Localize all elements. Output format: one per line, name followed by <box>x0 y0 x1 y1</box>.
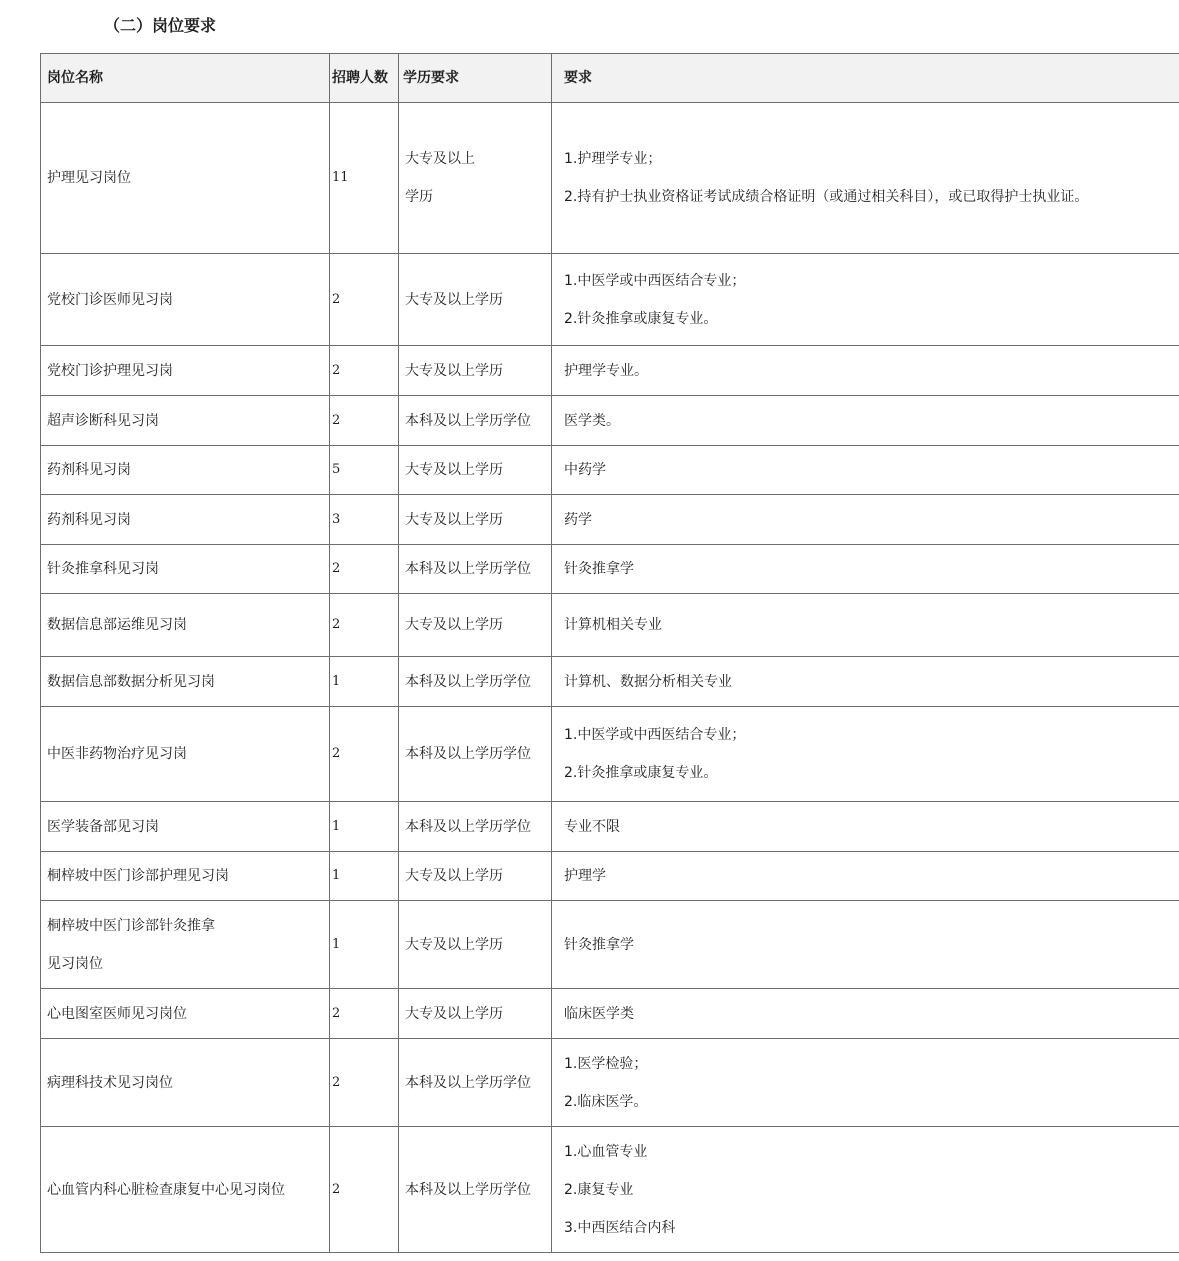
requirements-cell-line: 针灸推拿学 <box>564 936 634 953</box>
table-body <box>41 103 1179 1253</box>
education-cell-line: 大专及以上学历 <box>405 462 503 478</box>
requirements-cell <box>552 1127 1179 1253</box>
table-row <box>41 1127 1179 1253</box>
requirements-cell-line: 1.中医学或中西医结合专业； <box>564 272 746 289</box>
headcount-cell: 5 <box>330 446 399 495</box>
headcount-cell: 1 <box>330 802 399 852</box>
table-row <box>41 852 1179 901</box>
position-name-cell-line: 数据信息部运维见习岗 <box>47 617 187 633</box>
education-cell-line: 大专及以上学历 <box>405 617 503 633</box>
requirements-cell-line: 2.康复专业 <box>564 1181 634 1198</box>
education-cell <box>399 802 552 852</box>
position-name-cell-line: 桐梓坡中医门诊部护理见习岗 <box>47 868 229 884</box>
requirements-cell-line: 护理学专业。 <box>564 362 648 379</box>
position-name-cell-line: 数据信息部数据分析见习岗 <box>47 673 215 690</box>
position-name-cell <box>41 989 330 1039</box>
table-row <box>41 396 1179 446</box>
headcount-cell: 2 <box>330 545 399 594</box>
requirements-cell-line: 计算机相关专业 <box>564 617 662 633</box>
table-row <box>41 495 1179 545</box>
education-cell-line: 本科及以上学历学位 <box>405 1074 531 1091</box>
requirements-cell-line: 1.中医学或中西医结合专业； <box>564 727 746 743</box>
education-cell <box>399 657 552 707</box>
requirements-cell <box>552 707 1179 802</box>
headcount-cell: 2 <box>330 1039 399 1127</box>
table-row <box>41 103 1179 254</box>
education-cell <box>399 989 552 1039</box>
requirements-cell <box>552 657 1179 707</box>
section-title: （二）岗位要求 <box>104 16 217 35</box>
headcount-cell: 11 <box>330 103 399 254</box>
requirements-cell <box>552 346 1179 396</box>
education-cell-line: 本科及以上学历学位 <box>405 412 531 429</box>
education-cell-line: 本科及以上学历学位 <box>405 561 531 577</box>
requirements-cell <box>552 901 1179 989</box>
headcount-cell: 1 <box>330 657 399 707</box>
education-cell <box>399 103 552 254</box>
table-row <box>41 254 1179 346</box>
requirements-cell-line: 2.临床医学。 <box>564 1093 648 1110</box>
requirements-cell-line: 计算机、数据分析相关专业 <box>564 673 732 690</box>
education-cell <box>399 545 552 594</box>
position-name-cell-line: 针灸推拿科见习岗 <box>47 561 159 577</box>
table-header-row <box>41 54 1179 103</box>
table-row <box>41 901 1179 989</box>
header-position-name: 岗位名称 <box>41 54 330 103</box>
header-headcount: 招聘人数 <box>330 54 399 103</box>
education-cell <box>399 901 552 989</box>
position-name-cell-line: 护理见习岗位 <box>47 170 131 186</box>
table-row <box>41 802 1179 852</box>
education-cell <box>399 254 552 346</box>
table-row <box>41 446 1179 495</box>
table-row <box>41 989 1179 1039</box>
education-cell <box>399 852 552 901</box>
requirements-cell <box>552 1039 1179 1127</box>
education-cell-line: 大专及以上学历 <box>405 291 503 308</box>
requirements-cell <box>552 594 1179 657</box>
requirements-cell <box>552 103 1179 254</box>
table-row <box>41 346 1179 396</box>
table-row <box>41 1039 1179 1127</box>
requirements-cell-line: 1.心血管专业 <box>564 1143 648 1160</box>
headcount-cell: 3 <box>330 495 399 545</box>
position-name-cell <box>41 346 330 396</box>
headcount-cell: 2 <box>330 346 399 396</box>
requirements-cell-line: 专业不限 <box>564 818 620 835</box>
position-name-cell-line: 中医非药物治疗见习岗 <box>47 746 187 762</box>
requirements-cell <box>552 495 1179 545</box>
requirements-cell-line: 护理学 <box>564 868 606 884</box>
education-cell-line: 大专及以上学历 <box>405 936 503 953</box>
job-requirements-table <box>40 53 1179 1253</box>
requirements-cell-line: 药学 <box>564 511 592 528</box>
education-cell <box>399 396 552 446</box>
table-row <box>41 707 1179 802</box>
position-name-cell <box>41 901 330 989</box>
headcount-cell: 2 <box>330 254 399 346</box>
education-cell-line: 大专及以上学历 <box>405 362 503 379</box>
requirements-cell <box>552 852 1179 901</box>
position-name-cell <box>41 495 330 545</box>
requirements-cell-line: 1.医学检验； <box>564 1055 648 1072</box>
position-name-cell <box>41 1127 330 1253</box>
education-cell-line: 本科及以上学历学位 <box>405 818 531 835</box>
education-cell-line: 大专及以上 <box>405 151 475 167</box>
requirements-cell-line: 医学类。 <box>564 412 620 429</box>
position-name-cell-line: 心电图室医师见习岗位 <box>47 1005 187 1022</box>
education-cell-line: 本科及以上学历学位 <box>405 746 531 762</box>
table-row <box>41 545 1179 594</box>
header-education: 学历要求 <box>399 54 552 103</box>
requirements-cell-line: 1.护理学专业； <box>564 151 662 167</box>
requirements-cell-line: 针灸推拿学 <box>564 561 634 577</box>
table-row <box>41 657 1179 707</box>
requirements-cell <box>552 396 1179 446</box>
position-name-cell <box>41 545 330 594</box>
requirements-cell-line: 中药学 <box>564 462 606 478</box>
position-name-cell-line: 党校门诊医师见习岗 <box>47 291 173 308</box>
headcount-cell: 1 <box>330 901 399 989</box>
education-cell-line: 大专及以上学历 <box>405 868 503 884</box>
education-cell-line: 本科及以上学历学位 <box>405 1181 531 1198</box>
requirements-cell <box>552 989 1179 1039</box>
education-cell <box>399 346 552 396</box>
position-name-cell-line: 见习岗位 <box>47 955 103 972</box>
headcount-cell: 2 <box>330 707 399 802</box>
education-cell <box>399 594 552 657</box>
headcount-cell: 1 <box>330 852 399 901</box>
table-row <box>41 594 1179 657</box>
headcount-cell: 2 <box>330 594 399 657</box>
headcount-cell: 2 <box>330 1127 399 1253</box>
headcount-cell: 2 <box>330 989 399 1039</box>
position-name-cell <box>41 254 330 346</box>
education-cell-line: 大专及以上学历 <box>405 1005 503 1022</box>
position-name-cell-line: 心血管内科心脏检查康复中心见习岗位 <box>47 1181 285 1198</box>
requirements-cell-line: 2.持有护士执业资格证考试成绩合格证明（或通过相关科目），或已取得护士执业证。 <box>564 189 1089 205</box>
requirements-cell <box>552 254 1179 346</box>
position-name-cell-line: 超声诊断科见习岗 <box>47 412 159 429</box>
position-name-cell-line: 党校门诊护理见习岗 <box>47 362 173 379</box>
requirements-cell-line: 临床医学类 <box>564 1005 634 1022</box>
position-name-cell-line: 医学装备部见习岗 <box>47 818 159 835</box>
requirements-cell <box>552 446 1179 495</box>
requirements-cell-line: 3.中西医结合内科 <box>564 1219 676 1236</box>
requirements-cell <box>552 802 1179 852</box>
education-cell <box>399 495 552 545</box>
education-cell-line: 学历 <box>405 189 433 205</box>
requirements-cell <box>552 545 1179 594</box>
position-name-cell <box>41 657 330 707</box>
position-name-cell-line: 桐梓坡中医门诊部针灸推拿 <box>47 917 215 934</box>
education-cell <box>399 707 552 802</box>
headcount-cell: 2 <box>330 396 399 446</box>
position-name-cell <box>41 446 330 495</box>
header-requirements: 要求 <box>552 54 1179 103</box>
education-cell <box>399 1039 552 1127</box>
position-name-cell <box>41 707 330 802</box>
position-name-cell-line: 病理科技术见习岗位 <box>47 1074 173 1091</box>
requirements-cell-line: 2.针灸推拿或康复专业。 <box>564 765 718 781</box>
position-name-cell <box>41 802 330 852</box>
position-name-cell <box>41 103 330 254</box>
education-cell <box>399 1127 552 1253</box>
position-name-cell <box>41 396 330 446</box>
position-name-cell-line: 药剂科见习岗 <box>47 462 131 478</box>
education-cell-line: 本科及以上学历学位 <box>405 673 531 690</box>
position-name-cell-line: 药剂科见习岗 <box>47 511 131 528</box>
education-cell <box>399 446 552 495</box>
position-name-cell <box>41 594 330 657</box>
position-name-cell <box>41 852 330 901</box>
position-name-cell <box>41 1039 330 1127</box>
education-cell-line: 大专及以上学历 <box>405 511 503 528</box>
requirements-cell-line: 2.针灸推拿或康复专业。 <box>564 310 718 327</box>
